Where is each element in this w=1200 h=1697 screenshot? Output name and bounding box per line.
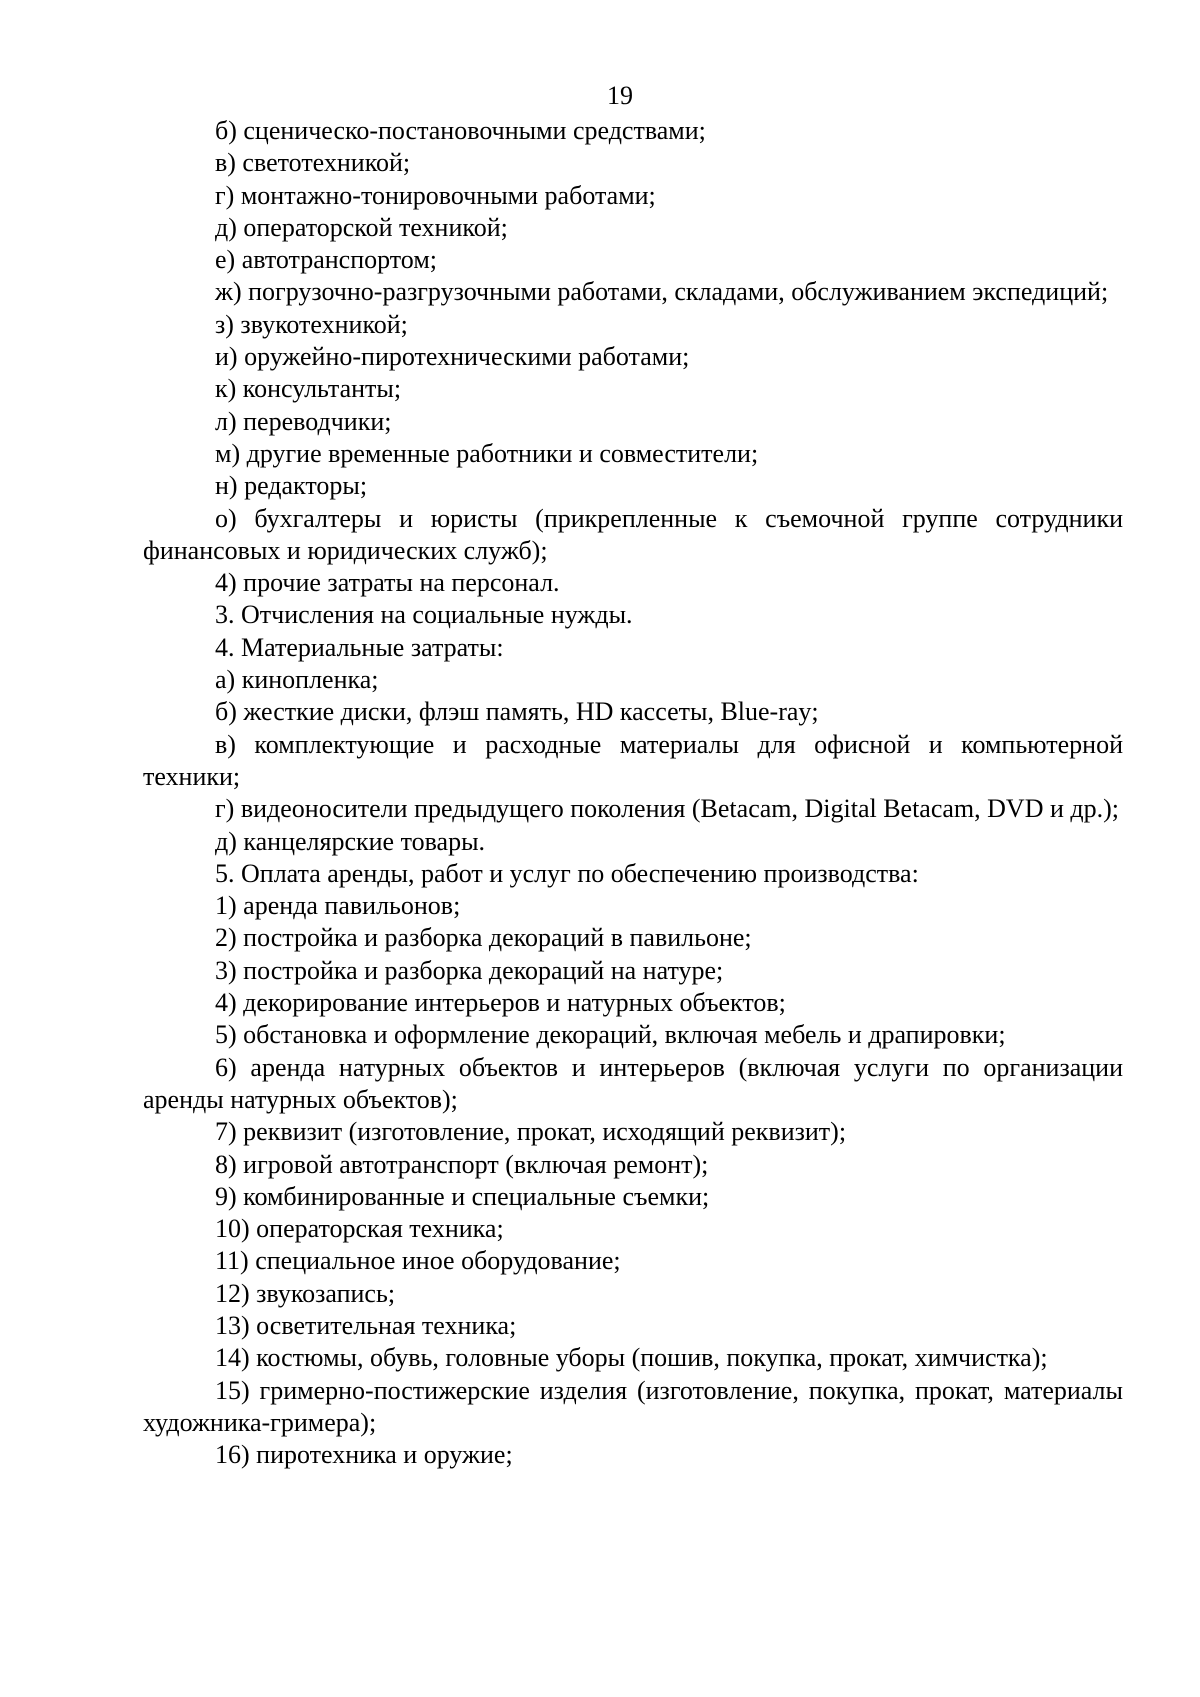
list-item: е) автотранспортом; bbox=[215, 245, 437, 275]
list-item: к) консультанты; bbox=[215, 374, 402, 404]
list-item: 14) костюмы, обувь, головные уборы (пошив, покупка, прокат, химчистка); bbox=[215, 1343, 1048, 1373]
list-item: б) жесткие диски, флэш память, HD кассеты, Blue-ray; bbox=[215, 697, 819, 727]
list-item: 7) реквизит (изготовление, прокат, исходящий реквизит); bbox=[215, 1117, 847, 1147]
list-item: 4) декорирование интерьеров и натурных объектов; bbox=[215, 988, 786, 1018]
list-item: 15) гримерно-постижерские изделия (изготовление, покупка, прокат, материалы художника-гримера); bbox=[143, 1375, 1123, 1437]
list-item: 6) аренда натурных объектов и интерьеров (включая услуги по организации аренды натурных объектов); bbox=[143, 1052, 1123, 1114]
list-item: б) сценическо-постановочными средствами; bbox=[215, 116, 706, 145]
list-item: н) редакторы; bbox=[215, 471, 368, 501]
section-heading: 4. Материальные затраты: bbox=[215, 632, 504, 662]
list-item: в) светотехникой; bbox=[215, 148, 411, 178]
list-item: 10) операторская техника; bbox=[215, 1214, 504, 1244]
list-item: 13) осветительная техника; bbox=[215, 1310, 517, 1340]
list-item: 3) постройка и разборка декораций на натуре; bbox=[215, 955, 724, 985]
list-item: о) бухгалтеры и юристы (прикрепленные к съемочной группе сотрудники финансовых и юридических служб); bbox=[143, 503, 1123, 565]
list-item: з) звукотехникой; bbox=[215, 309, 408, 339]
list-item: л) переводчики; bbox=[215, 406, 392, 436]
list-item: и) оружейно-пиротехническими работами; bbox=[215, 342, 690, 372]
list-item: г) монтажно-тонировочными работами; bbox=[215, 180, 656, 210]
list-item: 4) прочие затраты на персонал. bbox=[215, 568, 560, 598]
list-item: г) видеоносители предыдущего поколения (Betacam, Digital Betacam, DVD и др.); bbox=[215, 794, 1120, 824]
list-item: 5) обстановка и оформление декораций, включая мебель и драпировки; bbox=[215, 1020, 1006, 1050]
list-item: 16) пиротехника и оружие; bbox=[215, 1440, 513, 1470]
list-item: ж) погрузочно-разгрузочными работами, складами, обслуживанием экспедиций; bbox=[215, 277, 1109, 307]
list-item: д) операторской техникой; bbox=[215, 212, 508, 242]
document-body bbox=[143, 115, 1123, 1471]
list-item: в) комплектующие и расходные материалы для офисной и компьютерной техники; bbox=[143, 729, 1123, 791]
list-item: 11) специальное иное оборудование; bbox=[215, 1246, 621, 1276]
section-heading: 5. Оплата аренды, работ и услуг по обеспечению производства: bbox=[215, 858, 919, 888]
list-item: д) канцелярские товары. bbox=[215, 826, 486, 856]
list-item: 1) аренда павильонов; bbox=[215, 891, 461, 921]
list-item: а) кинопленка; bbox=[215, 665, 379, 695]
section-heading: 3. Отчисления на социальные нужды. bbox=[215, 600, 633, 630]
list-item: 12) звукозапись; bbox=[215, 1278, 396, 1308]
list-item: 9) комбинированные и специальные съемки; bbox=[215, 1181, 710, 1211]
list-item: 8) игровой автотранспорт (включая ремонт); bbox=[215, 1149, 709, 1179]
list-item: м) другие временные работники и совместители; bbox=[215, 438, 759, 468]
list-item: 2) постройка и разборка декораций в павильоне; bbox=[215, 923, 752, 953]
page-number: 19 bbox=[607, 81, 633, 110]
